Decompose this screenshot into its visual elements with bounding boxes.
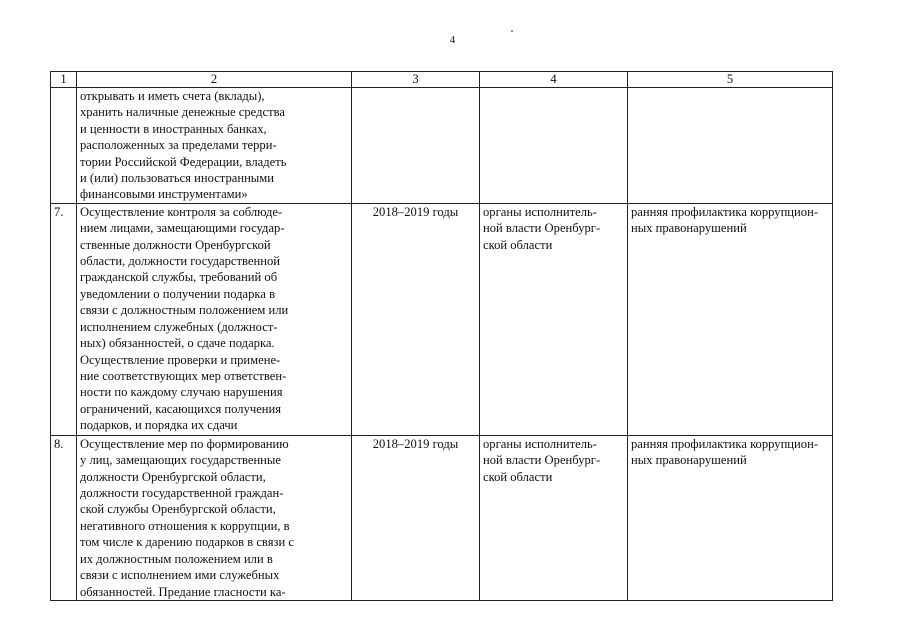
executors-cell <box>480 88 628 204</box>
executors-cell: органы исполнитель- ной власти Оренбург- ской области <box>480 435 628 600</box>
header-col-1: 1 <box>51 72 77 88</box>
period-cell: 2018–2019 годы <box>352 203 480 435</box>
period-cell <box>352 88 480 204</box>
page-number: 4 <box>449 34 456 46</box>
row-number <box>51 88 77 204</box>
header-col-3: 3 <box>352 72 480 88</box>
measures-table <box>50 71 833 601</box>
measure-cell: Осуществление мер по формированию у лиц, замещающих государственные должности Оренбургской области, должности государственной граждан- ской службы Оренбургской области, негативного отношения к коррупции, в том числе к дарению подарков в связи с их должностным положением или в связи с исполнением ими служебных обязанностей. Предание гласности ка- <box>77 435 352 600</box>
header-col-5: 5 <box>628 72 833 88</box>
result-cell: ранняя профилактика коррупцион- ных правонарушений <box>628 435 833 600</box>
table-row <box>51 88 833 204</box>
result-cell <box>628 88 833 204</box>
result-cell: ранняя профилактика коррупцион- ных правонарушений <box>628 203 833 435</box>
row-number: 8. <box>51 435 77 600</box>
measure-cell: Осуществление контроля за соблюде- нием лицами, замещающими государ- ственные должности Оренбургской области, должности государственной гражданской службы, требований об уведомлении о получении подарка в связи с должностным положением или исполнением служебных (должност- ных) обязанностей, о сдаче подарка. Осуществление проверки и примене- ние соответствующих мер ответствен- ности по каждому случаю нарушения ограничений, касающихся получения подарков, и порядка их сдачи <box>77 203 352 435</box>
row-number: 7. <box>51 203 77 435</box>
table-header-row <box>51 72 833 88</box>
table-row <box>51 203 833 435</box>
scan-speck <box>511 30 513 32</box>
header-col-4: 4 <box>480 72 628 88</box>
executors-cell: органы исполнитель- ной власти Оренбург- ской области <box>480 203 628 435</box>
period-cell: 2018–2019 годы <box>352 435 480 600</box>
table-row <box>51 435 833 600</box>
measure-cell: открывать и иметь счета (вклады), хранить наличные денежные средства и ценности в иностранных банках, расположенных за пределами терри- тории Российской Федерации, владеть и (или) пользоваться иностранными финансовыми инструментами» <box>77 88 352 204</box>
header-col-2: 2 <box>77 72 352 88</box>
